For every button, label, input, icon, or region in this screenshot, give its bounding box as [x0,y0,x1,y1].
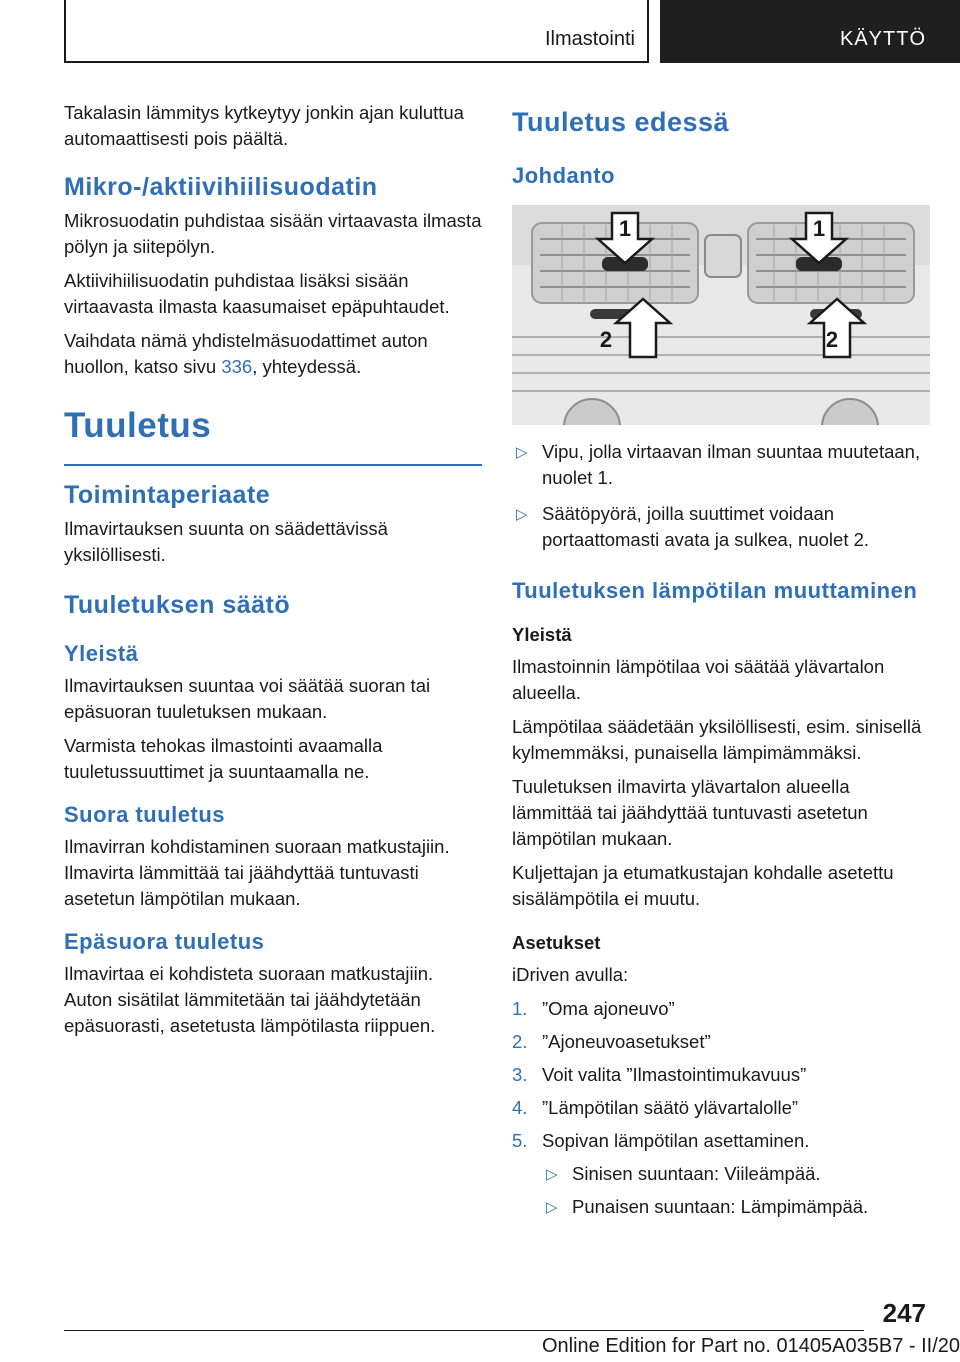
bullet-thumbwheel-text: Säätöpyörä, joilla suuttimet voidaan portaattomasti avata ja sulkea, nuolet 2. [542,503,870,550]
general-paragraph-1: Ilmavirtauksen suuntaa voi säätää suoran tai epäsuoran tuuletuksen mukaan. [64,675,431,722]
bullet-triangle-icon: ▷ [516,506,528,523]
direct-ventilation-paragraph: Ilmavirran kohdistaminen suoraan matkustajiin. Ilmavirta lämmittää tai jäähdyttää tuntuvasti asetetun lämpötilan mukaan. [64,836,450,909]
principle-heading: Toimintaperiaate [64,481,271,509]
step-number: 4. [512,1097,528,1118]
indirect-ventilation-heading: Epäsuora tuuletus [64,929,265,954]
micro-filter-text-b: , yhteydessä. [252,356,362,377]
page-number: 247 [882,1298,926,1328]
ventilation-heading: Tuuletus [64,406,212,445]
general-heading: Yleistä [64,641,139,666]
header-chapter-title: KÄYTTÖ [839,28,926,50]
idrive-paragraph: iDriven avulla: [512,964,629,985]
right-general-heading: Yleistä [512,624,572,645]
step-number: 5. [512,1130,528,1151]
right-paragraph-1: Ilmastoinnin lämpötilaa voi säätää ylävartalon alueella. [512,656,885,703]
list-item [512,1062,930,1088]
introduction-heading: Johdanto [512,163,615,188]
header-section-box [64,0,649,63]
left-column [64,100,482,1047]
bullet-triangle-icon: ▷ [546,1166,558,1183]
footer-edition: Online Edition for Part no. 01405A035B7 - II/20 [541,1335,960,1357]
arrow-1-left-label: 1 [618,216,632,241]
right-paragraph-4: Kuljettajan ja etumatkustajan kohdalle asetettu sisälämpötila ei muutu. [512,862,894,909]
intro-paragraph: Takalasin lämmitys kytkeytyy jonkin ajan kuluttua automaattisesti pois päältä. [64,102,464,149]
sub-bullet-text: Sinisen suuntaan: Viileämpää. [572,1163,821,1184]
step-number: 3. [512,1064,528,1085]
page-reference-link[interactable]: 336 [221,356,253,377]
list-item [512,1029,930,1055]
right-column [512,100,930,1227]
list-item [512,1128,930,1154]
micro-filter-text-a: Vaihdata nämä yhdistelmäsuodattimet auton huollon, katso sivu [64,330,428,377]
step-text: ”Ajoneuvoasetukset” [542,1031,711,1052]
bullet-lever-text: Vipu, jolla virtaavan ilman suuntaa muutetaan, nuolet 1. [542,441,921,488]
vent-figure [512,205,930,425]
arrow-1-right-label: 1 [812,216,826,241]
list-item [512,1095,930,1121]
step-number: 2. [512,1031,528,1052]
step-number: 1. [512,998,528,1019]
micro-filter-paragraph-2: Aktiivihiilisuodatin puhdistaa lisäksi sisään virtaavasta ilmasta kaasumaiset epäpuhtaudet. [64,270,450,317]
bullet-triangle-icon: ▷ [516,444,528,461]
bullet-triangle-icon: ▷ [546,1199,558,1216]
bullet-lever [512,439,930,491]
step-text: ”Lämpötilan säätö ylävartalolle” [542,1097,799,1118]
arrow-2-left-label: 2 [599,327,613,352]
adjustment-heading: Tuuletuksen säätö [64,591,291,619]
general-paragraph-2: Varmista tehokas ilmastointi avaamalla tuuletussuuttimet ja suuntaamalla ne. [64,735,383,782]
footer-rule [64,1330,864,1331]
arrow-2-right-label: 2 [825,327,839,352]
micro-filter-heading: Mikro-/aktiivihiilisuodatin [64,173,378,201]
right-paragraph-2: Lämpötilaa säädetään yksilöllisesti, esim. sinisellä kylmemmäksi, punaisella lämpimämmäksi. [512,716,922,763]
bullet-thumbwheel [512,501,930,553]
step-text: ”Oma ajoneuvo” [542,998,675,1019]
heading-rule [64,464,482,466]
right-paragraph-3: Tuuletuksen ilmavirta ylävartalon alueella lämmittää tai jäähdyttää tuntuvasti asetetun lämpötilan mukaan. [512,776,868,849]
sub-bullet-text: Punaisen suuntaan: Lämpimämpää. [572,1196,869,1217]
micro-filter-paragraph-3 [64,328,482,380]
sub-bullet-cooler [512,1161,930,1187]
micro-filter-paragraph-1: Mikrosuodatin puhdistaa sisään virtaavasta ilmasta pölyn ja siitepölyn. [64,210,482,257]
indirect-ventilation-paragraph: Ilmavirtaa ei kohdisteta suoraan matkustajiin. Auton sisätilat lämmitetään tai jäähdytetään epäsuorasti, asetetusta lämpötilasta riippuen. [64,963,436,1036]
step-text: Voit valita ”Ilmastointimukavuus” [542,1064,807,1085]
direct-ventilation-heading: Suora tuuletus [64,802,226,827]
temperature-change-heading: Tuuletuksen lämpötilan muuttaminen [512,578,918,603]
principle-paragraph: Ilmavirtauksen suunta on säädettävissä yksilöllisesti. [64,518,388,565]
front-ventilation-heading: Tuuletus edessä [512,107,730,137]
settings-heading: Asetukset [512,932,601,953]
step-text: Sopivan lämpötilan asettaminen. [542,1130,810,1151]
header-chapter-tab [660,0,960,63]
header-section-title: Ilmastointi [544,28,635,50]
list-item [512,996,930,1022]
sub-bullet-warmer [512,1194,930,1220]
